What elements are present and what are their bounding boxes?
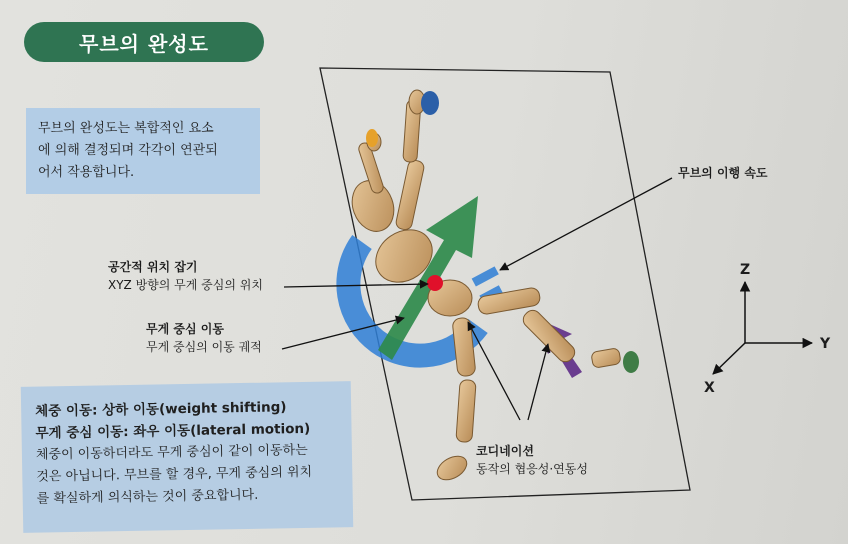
blue-hand-icon xyxy=(421,91,439,115)
note-weight-shifting: 체중 이동: 상하 이동(weight shifting) xyxy=(35,399,287,420)
intro-line-1: 무브의 완성도는 복합적인 요소 xyxy=(38,121,214,136)
center-of-gravity-dot xyxy=(427,275,443,291)
speed-title: 무브의 이행 속도 xyxy=(678,166,768,180)
note-text-3: 를 확실하게 의식하는 것이 중요합니다. xyxy=(36,487,259,507)
intro-line-3: 어서 작용합니다. xyxy=(38,165,135,180)
axis-z-label: Z xyxy=(740,262,751,278)
axes-icon xyxy=(713,282,812,374)
spatial-label xyxy=(108,258,263,294)
coord-desc: 동작의 협응성·연동성 xyxy=(476,462,588,476)
note-text-1: 체중이 이동하더라도 무게 중심이 같이 이동하는 xyxy=(35,442,308,463)
coord-title: 코디네이션 xyxy=(476,444,534,458)
weight-label xyxy=(146,320,262,356)
intro-box xyxy=(26,108,260,194)
spatial-desc: XYZ 방향의 무게 중심의 위치 xyxy=(108,278,263,292)
axis-y-label: Y xyxy=(820,336,831,352)
spatial-title: 공간적 위치 잡기 xyxy=(108,260,198,274)
note-text-2: 것은 아닙니다. 무브를 할 경우, 무게 중심의 위치 xyxy=(36,464,313,485)
coord-leader-2 xyxy=(528,344,548,420)
coordination-label xyxy=(476,442,588,478)
notes-box xyxy=(21,381,353,533)
weight-title: 무게 중심 이동 xyxy=(146,322,224,336)
axis-x-label: X xyxy=(704,380,715,396)
speed-label xyxy=(678,164,768,182)
orange-hand-icon xyxy=(366,129,378,147)
page-title: 무브의 완성도 xyxy=(24,22,264,62)
intro-line-2: 에 의해 결정되며 각각이 연관되 xyxy=(38,143,218,158)
coord-leader-1 xyxy=(468,322,520,420)
weight-desc: 무게 중심의 이동 궤적 xyxy=(146,340,262,354)
figure-illustration xyxy=(345,90,621,485)
speed-leader xyxy=(500,178,672,270)
note-lateral-motion: 무게 중심 이동: 좌우 이동(lateral motion) xyxy=(35,420,311,442)
green-foot-icon xyxy=(623,351,639,373)
